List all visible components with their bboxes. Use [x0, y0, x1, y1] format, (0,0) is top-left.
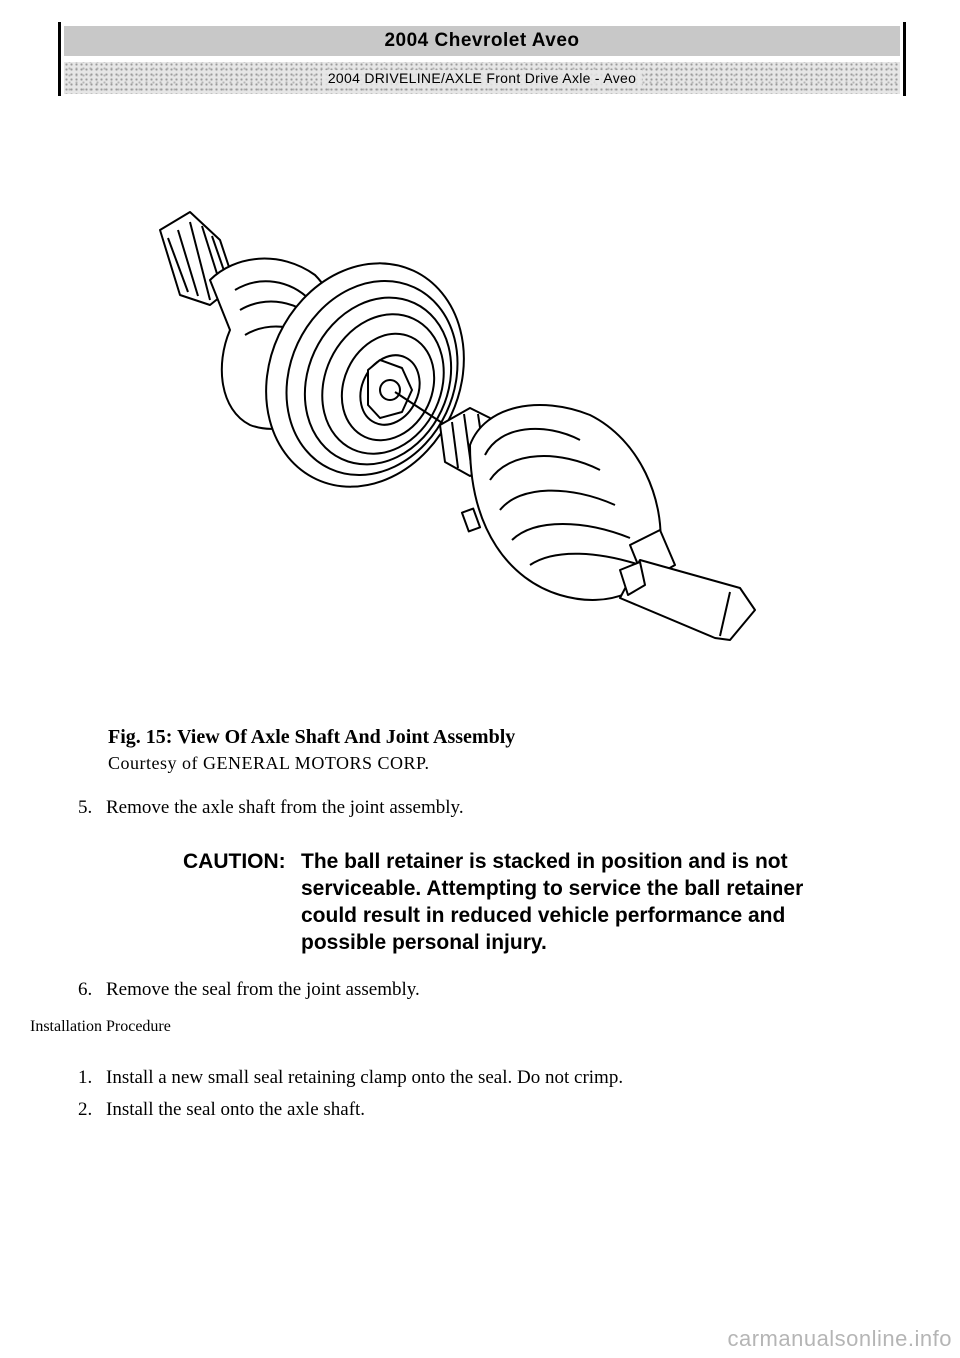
document-title: 2004 Chevrolet Aveo	[64, 26, 900, 56]
caution-note	[183, 848, 863, 956]
installation-step-1	[78, 1066, 623, 1090]
installation-step-2	[78, 1098, 365, 1122]
caution-text: The ball retainer is stacked in position and is not serviceable. Attempting to service the ball retainer could result in reduced vehicle performance and possible personal injury.	[301, 850, 804, 954]
step-text: Remove the seal from the joint assembly.	[106, 979, 420, 1000]
figure-caption	[108, 724, 515, 776]
caution-label: CAUTION:	[183, 850, 286, 873]
axle-joint-drawing	[140, 200, 780, 660]
document-subtitle	[64, 62, 900, 94]
step-text: Install the seal onto the axle shaft.	[106, 1099, 366, 1120]
document-subtitle-text: 2004 DRIVELINE/AXLE Front Drive Axle - Aveo	[322, 70, 642, 86]
site-watermark: carmanualsonline.info	[727, 1326, 952, 1351]
figure-caption-title: Fig. 15: View Of Axle Shaft And Joint Assembly	[108, 726, 516, 748]
installation-procedure-heading: Installation Procedure	[30, 1018, 171, 1035]
figure-caption-credit: Courtesy of GENERAL MOTORS CORP.	[108, 753, 430, 773]
step-number: 6.	[78, 979, 93, 1000]
axle-shaft-illustration	[140, 200, 780, 660]
removal-step-6	[78, 978, 420, 1002]
step-number: 2.	[78, 1099, 93, 1120]
removal-step-5	[78, 796, 464, 820]
header-left-rule	[58, 22, 61, 96]
step-number: 5.	[78, 797, 93, 818]
step-number: 1.	[78, 1067, 93, 1088]
step-text: Install a new small seal retaining clamp onto the seal. Do not crimp.	[106, 1067, 624, 1088]
header-right-rule	[903, 22, 906, 96]
step-text: Remove the axle shaft from the joint assembly.	[106, 797, 464, 818]
page-header	[58, 22, 906, 96]
